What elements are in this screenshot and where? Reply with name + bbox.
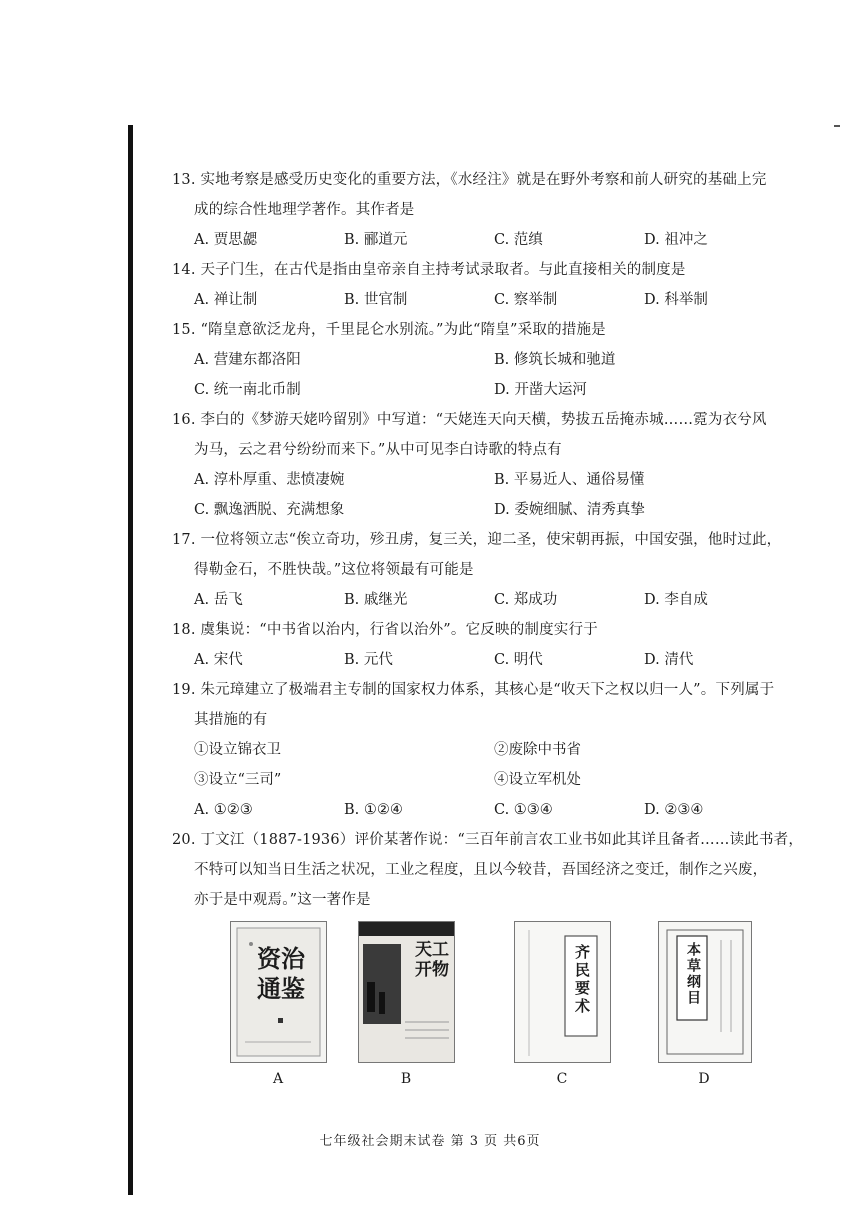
option-d: D. ②③④ — [644, 802, 704, 818]
option-d: D. 委婉细腻、清秀真挚 — [494, 502, 645, 518]
question-stem: 17. 一位将领立志“俟立奇功，殄丑虏，复三关，迎二圣，使宋朝再振，中国安强，他时过此， — [172, 532, 782, 548]
figure-label-d: D — [698, 1071, 710, 1087]
question-stem-continued: 不特可以知当日生活之状况，工业之程度，且以今较昔，吾国经济之变迁，制作之兴废， — [194, 862, 768, 878]
page-footer: 七年级社会期末试卷 第 3 页 共6页 — [319, 1134, 541, 1149]
option-a: A. 营建东都洛阳 — [194, 352, 301, 368]
book-cover-d-art — [659, 922, 751, 1062]
book-cover-b — [358, 921, 455, 1063]
option-b: B. 平易近人、通俗易懂 — [494, 472, 645, 488]
options-17 — [172, 585, 822, 615]
question-stem-continued: 亦于是中观焉。”这一著作是 — [194, 892, 371, 908]
book-title-d: 本草纲目 — [685, 942, 701, 1006]
option-b: B. 郦道元 — [344, 232, 408, 248]
question-15 — [172, 315, 822, 345]
statement-4: ④设立军机处 — [494, 772, 581, 788]
option-a: A. ①②③ — [194, 802, 253, 818]
question-stem-continued: 得勒金石，不胜快哉。”这位将领最有可能是 — [194, 562, 474, 578]
options-19 — [172, 795, 822, 825]
statement-2: ②废除中书省 — [494, 742, 581, 758]
figure-label-b: B — [400, 1071, 412, 1087]
option-d: D. 清代 — [644, 652, 694, 668]
options-14 — [172, 285, 822, 315]
items-19-row2 — [172, 765, 822, 795]
options-13 — [172, 225, 822, 255]
book-cover-c-art — [515, 922, 610, 1062]
options-15-row1 — [172, 345, 822, 375]
book-title-a: 资治通鉴 — [257, 944, 305, 1003]
question-stem: 20. 丁文江（1887-1936）评价某著作说：“三百年前言农工业书如此其详且备者……读此书者， — [172, 832, 804, 848]
book-cover-d — [658, 921, 752, 1063]
statement-3: ③设立“三司” — [194, 772, 282, 788]
option-d: D. 李自成 — [644, 592, 708, 608]
question-18 — [172, 615, 822, 645]
question-16 — [172, 405, 822, 465]
book-cover-c — [514, 921, 611, 1063]
option-c: C. 范缜 — [494, 232, 543, 248]
option-b: B. 元代 — [344, 652, 393, 668]
figure-label-a: A — [272, 1071, 284, 1087]
book-cover-a — [230, 921, 327, 1063]
option-d: D. 开凿大运河 — [494, 382, 587, 398]
question-stem: 15. “隋皇意欲泛龙舟，千里昆仑水别流。”为此“隋皇”采取的措施是 — [172, 322, 606, 338]
options-15-row2 — [172, 375, 822, 405]
options-16-row1 — [172, 465, 822, 495]
book-title-c: 齐民要术 — [573, 944, 591, 1016]
question-20 — [172, 825, 822, 915]
question-14 — [172, 255, 822, 285]
question-stem-continued: 成的综合性地理学著作。其作者是 — [194, 202, 415, 218]
option-a: A. 宋代 — [194, 652, 243, 668]
option-d: D. 科举制 — [644, 292, 708, 308]
book-cover-figures — [172, 921, 822, 1096]
question-stem-continued: 其措施的有 — [194, 712, 268, 728]
question-stem-continued: 为马，云之君兮纷纷而来下。”从中可见李白诗歌的特点有 — [194, 442, 562, 458]
option-a: A. 禅让制 — [194, 292, 258, 308]
option-b: B. 世官制 — [344, 292, 408, 308]
question-stem: 16. 李白的《梦游天姥吟留别》中写道：“天姥连天向天横，势拔五岳掩赤城……霓为衣兮风 — [172, 412, 767, 428]
statement-1: ①设立锦衣卫 — [194, 742, 281, 758]
options-16-row2 — [172, 495, 822, 525]
option-a: A. 贾思勰 — [194, 232, 258, 248]
option-a: A. 岳飞 — [194, 592, 243, 608]
option-c: C. 统一南北币制 — [194, 382, 301, 398]
scan-mark — [834, 125, 840, 127]
question-17 — [172, 525, 822, 585]
option-b: B. 修筑长城和驰道 — [494, 352, 616, 368]
question-19 — [172, 675, 822, 735]
items-19-row1 — [172, 735, 822, 765]
binding-margin-line — [128, 125, 133, 1195]
exam-page — [172, 165, 822, 1096]
option-c: C. 飘逸洒脱、充满想象 — [194, 502, 345, 518]
option-c: C. 察举制 — [494, 292, 558, 308]
question-stem: 14. 天子门生，在古代是指由皇帝亲自主持考试录取者。与此直接相关的制度是 — [172, 262, 686, 278]
option-b: B. 戚继光 — [344, 592, 408, 608]
option-a: A. 淳朴厚重、悲愤凄婉 — [194, 472, 345, 488]
option-c: C. 郑成功 — [494, 592, 558, 608]
option-c: C. ①③④ — [494, 802, 553, 818]
option-d: D. 祖冲之 — [644, 232, 708, 248]
figure-label-c: C — [556, 1071, 568, 1087]
book-title-b: 天工开物 — [415, 940, 449, 980]
question-stem: 19. 朱元璋建立了极端君主专制的国家权力体系，其核心是“收天下之权以归一人”。下列属于 — [172, 682, 775, 698]
option-b: B. ①②④ — [344, 802, 403, 818]
options-18 — [172, 645, 822, 675]
question-stem: 18. 虞集说：“中书省以治内，行省以治外”。它反映的制度实行于 — [172, 622, 598, 638]
question-stem: 13. 实地考察是感受历史变化的重要方法，《水经注》就是在野外考察和前人研究的基础上完 — [172, 172, 767, 188]
option-c: C. 明代 — [494, 652, 543, 668]
question-13 — [172, 165, 822, 225]
